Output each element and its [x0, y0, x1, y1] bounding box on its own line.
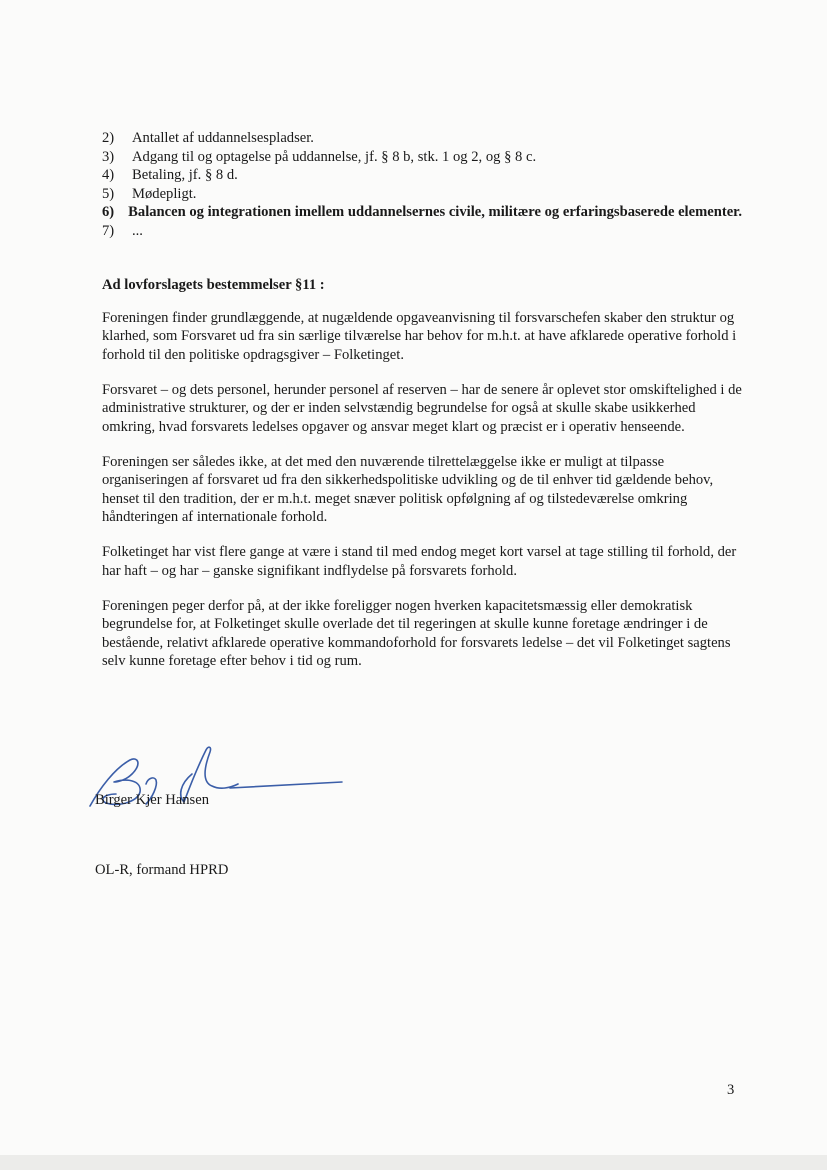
- list-number: 3): [102, 148, 115, 165]
- list-text: Adgang til og optagelse på uddannelse, jf. § 8 b, stk. 1 og 2, og § 8 c.: [132, 148, 537, 165]
- list-text: Betaling, jf. § 8 d.: [132, 167, 238, 183]
- list-text: Antallet af uddannelsespladser.: [132, 130, 314, 146]
- section-heading: Ad lovforslagets bestemmelser §11 :: [102, 277, 325, 293]
- list-number: 2): [102, 130, 115, 146]
- paragraph: Folketinget har vist flere gange at være i stand til med endog meget kort varsel at tage stilling til forhold, der har haft – og har – ganske signifikant indflydelse på forsvarets forhold.: [102, 544, 737, 579]
- paragraph: Foreningen peger derfor på, at der ikke foreligger nogen hverken kapacitetsmæssig eller demokratisk begrundelse for, at Folketinget skulle overlade det til regeringen at skulle kunne foretage ændringer i de bestående, relativt afklarede operative kommandoforhold for forsvarets ledelse – det vil Folketinget sagtens selv kunne foretage efter behov i tid og rum.: [102, 597, 731, 669]
- list-item: [102, 185, 742, 204]
- list-item: [102, 148, 742, 167]
- scan-edge: [0, 1155, 827, 1170]
- numbered-list: [102, 129, 742, 240]
- list-text: Balancen og integrationen imellem uddannelsernes civile, militære og erfaringsbaserede elementer.: [128, 204, 742, 220]
- list-item: [102, 166, 742, 185]
- document-body: [102, 129, 742, 687]
- list-text: ...: [132, 222, 143, 239]
- paragraph: Forsvaret – og dets personel, herunder personel af reserven – har de senere år oplevet stor omskiftelighed i de administrative strukturer, og der er inden selvstændig begrundelse for også at skulle skabe usikkerhed omkring, hvad forsvarets ledelses opgaver og ansvar meget klart og præcist er i operativ henseende.: [102, 381, 742, 435]
- paragraph: Foreningen finder grundlæggende, at nugældende opgaveanvisning til forsvarschefen skaber den struktur og klarhed, som Forsvaret ud fra sin særlige tilværelse har behov for m.h.t. at have afklarede operative forhold i forhold til den politiske opdragsgiver – Folketinget.: [102, 309, 737, 363]
- list-number: 7): [102, 222, 115, 239]
- list-item: [102, 129, 742, 148]
- signer-title: OL-R, formand HPRD: [95, 862, 229, 878]
- signer-name: Birger Kjer Hansen: [95, 792, 210, 808]
- list-number: 6): [102, 204, 115, 220]
- list-text: Mødepligt.: [132, 185, 197, 202]
- list-number: 4): [102, 167, 115, 183]
- list-item: [102, 222, 742, 241]
- page-number: 3: [727, 1082, 735, 1098]
- list-item-bold: [102, 203, 742, 222]
- paragraph: Foreningen ser således ikke, at det med den nuværende tilrettelæggelse ikke er muligt at tilpasse organiseringen af forsvaret ud fra den sikkerhedspolitiske udvikling og de til enhver tid gældende behov, henset til den tradition, der er m.h.t. meget snæver politisk opfølgning af og tilstedeværelse omkring håndteringen af internationale forhold.: [102, 453, 714, 525]
- list-number: 5): [102, 185, 115, 202]
